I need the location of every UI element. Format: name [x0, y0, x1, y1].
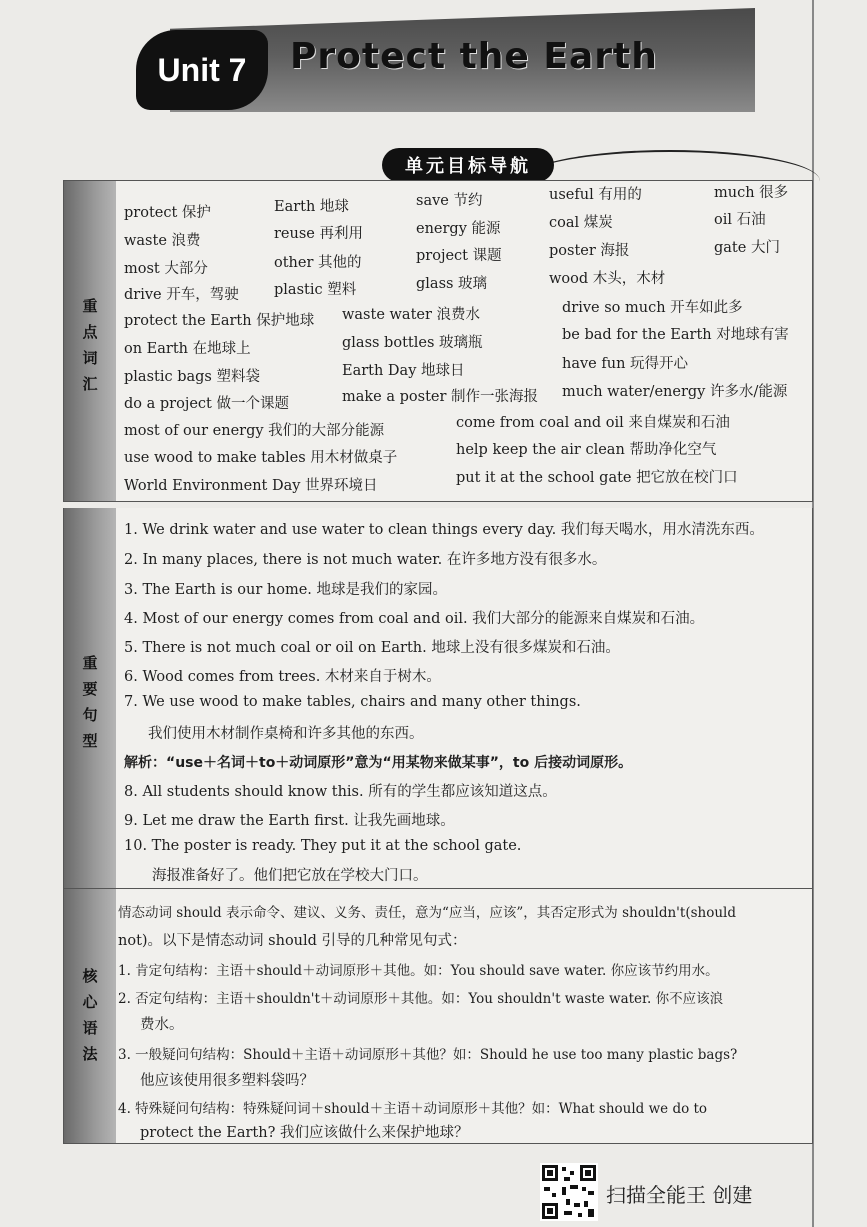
- sentences-side-char: 重: [82, 654, 98, 672]
- vocab-phrase: do a project 做一个课题: [124, 396, 289, 412]
- vocab-phrase: waste water 浪费水: [342, 307, 481, 323]
- sentence-line: 3. The Earth is our home. 地球是我们的家园。: [124, 582, 447, 598]
- vocab-phrase: glass bottles 玻璃瓶: [342, 335, 483, 351]
- sentence-line: 6. Wood comes from trees. 木材来自于树木。: [124, 669, 441, 685]
- vocab-phrase: have fun 玩得开心: [562, 356, 689, 372]
- vocab-word: gate 大门: [714, 240, 780, 256]
- sentence-line: 9. Let me draw the Earth first. 让我先画地球。: [124, 813, 455, 829]
- vocab-word: drive 开车，驾驶: [124, 287, 239, 303]
- vocab-side-char: 词: [82, 349, 98, 367]
- grammar-line: not)。以下是情态动词 should 引导的几种常见句式：: [118, 933, 467, 949]
- qr-code-icon: [540, 1163, 598, 1221]
- vocab-panel: [63, 180, 813, 502]
- grammar-line: 情态动词 should 表示命令、建议、义务、责任，意为“应当，应该”，其否定形式为 shouldn't(should: [118, 905, 736, 921]
- vocab-side-char: 重: [82, 297, 98, 315]
- vocab-word: reuse 再利用: [274, 226, 363, 242]
- sentence-line: 我们使用木材制作桌椅和许多其他的东西。: [148, 726, 424, 742]
- grammar-line: 1. 肯定句结构：主语＋should＋动词原形＋其他。如：You should save water. 你应该节约用水。: [118, 963, 719, 979]
- vocab-phrase: protect the Earth 保护地球: [124, 313, 315, 329]
- grammar-side-char: 语: [82, 1019, 98, 1037]
- vocab-phrase: come from coal and oil 来自煤炭和石油: [456, 415, 730, 431]
- sentences-panel: [63, 508, 813, 889]
- grammar-line: 他应该使用很多塑料袋吗？: [140, 1073, 314, 1089]
- grammar-line: 2. 否定句结构：主语＋shouldn't＋动词原形＋其他。如：You shouldn't waste water. 你不应该浪: [118, 991, 724, 1007]
- vocab-word: glass 玻璃: [416, 276, 488, 292]
- vocab-word: coal 煤炭: [549, 215, 613, 231]
- grammar-side-char: 法: [82, 1045, 98, 1063]
- sentence-analysis: 解析：“use＋名词＋to＋动词原形”意为“用某物来做某事”，to 后接动词原形。: [124, 755, 633, 771]
- sentence-line: 海报准备好了。他们把它放在学校大门口。: [152, 868, 428, 884]
- vocab-phrase: World Environment Day 世界环境日: [124, 478, 378, 494]
- vocab-word: project 课题: [416, 248, 502, 264]
- vocab-word: oil 石油: [714, 212, 766, 228]
- grammar-line: 3. 一般疑问句结构：Should＋主语＋动词原形＋其他？如：Should he use too many plastic bags?: [118, 1047, 738, 1063]
- vocab-phrase: make a poster 制作一张海报: [342, 389, 539, 405]
- vocab-word: protect 保护: [124, 205, 211, 221]
- vocab-word: Earth 地球: [274, 199, 349, 215]
- vocab-phrase: much water/energy 许多水/能源: [562, 384, 788, 400]
- vocab-word: poster 海报: [549, 243, 630, 259]
- vocab-phrase: on Earth 在地球上: [124, 341, 251, 357]
- sentence-line: 8. All students should know this. 所有的学生都应该知道这点。: [124, 784, 557, 800]
- vocab-word: save 节约: [416, 193, 483, 209]
- vocab-phrase: most of our energy 我们的大部分能源: [124, 423, 385, 439]
- grammar-side-char: 核: [82, 967, 98, 985]
- scan-watermark-text: 扫描全能王 创建: [606, 1183, 753, 1207]
- grammar-panel: [63, 888, 813, 1144]
- unit-badge: Unit 7: [136, 30, 268, 110]
- grammar-line: 4. 特殊疑问句结构：特殊疑问词＋should＋主语＋动词原形＋其他？如：What should we do to: [118, 1101, 708, 1117]
- sentence-line: 5. There is not much coal or oil on Earth. 地球上没有很多煤炭和石油。: [124, 640, 620, 656]
- vocab-word: wood 木头，木材: [549, 271, 666, 287]
- sentences-side-char: 要: [82, 680, 98, 698]
- vocab-phrase: Earth Day 地球日: [342, 363, 465, 379]
- vocab-word: plastic 塑料: [274, 282, 357, 298]
- grammar-side-char: 心: [82, 993, 98, 1011]
- vocab-phrase: use wood to make tables 用木材做桌子: [124, 450, 398, 466]
- unit-title: Protect the Earth: [290, 36, 658, 77]
- vocab-side-char: 点: [82, 323, 98, 341]
- grammar-line: protect the Earth? 我们应该做什么来保护地球？: [140, 1125, 469, 1141]
- sentence-line: 1. We drink water and use water to clean things every day. 我们每天喝水，用水清洗东西。: [124, 522, 764, 538]
- sentence-line: 4. Most of our energy comes from coal and oil. 我们大部分的能源来自煤炭和石油。: [124, 611, 705, 627]
- sentence-line: 2. In many places, there is not much water. 在许多地方没有很多水。: [124, 552, 607, 568]
- vocab-side-char: 汇: [82, 375, 98, 393]
- vocab-word: other 其他的: [274, 255, 362, 271]
- vocab-word: energy 能源: [416, 221, 501, 237]
- sentence-line: 10. The poster is ready. They put it at the school gate.: [124, 838, 522, 854]
- vocab-phrase: plastic bags 塑料袋: [124, 369, 260, 385]
- vocab-phrase: be bad for the Earth 对地球有害: [562, 327, 789, 343]
- unit-goal-nav-label: 单元目标导航: [382, 148, 554, 182]
- sentence-line: 7. We use wood to make tables, chairs and many other things.: [124, 694, 581, 710]
- vocab-phrase: drive so much 开车如此多: [562, 300, 743, 316]
- vocab-phrase: put it at the school gate 把它放在校门口: [456, 470, 738, 486]
- vocab-word: waste 浪费: [124, 233, 201, 249]
- grammar-line: 费水。: [140, 1017, 184, 1033]
- vocab-word: most 大部分: [124, 261, 208, 277]
- vocab-phrase: help keep the air clean 帮助净化空气: [456, 442, 717, 458]
- sentences-side-char: 型: [82, 732, 98, 750]
- vocab-word: useful 有用的: [549, 187, 642, 203]
- sentences-side-char: 句: [82, 706, 98, 724]
- vocab-word: much 很多: [714, 185, 789, 201]
